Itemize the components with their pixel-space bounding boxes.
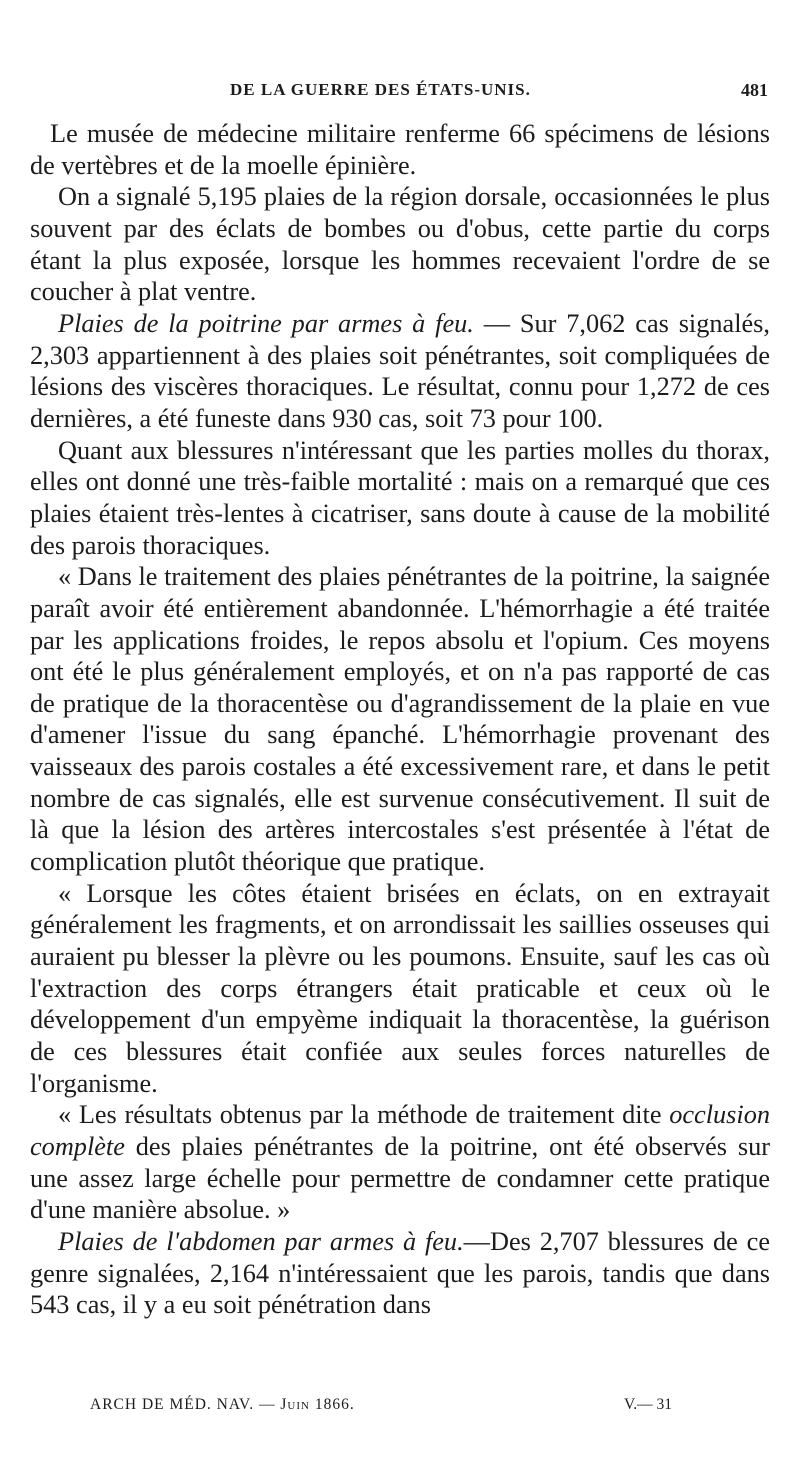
paragraph-1-text: Le musée de médecine militaire renferme 66 spécimens de lésions de vertèbres et de la moelle épinière. <box>30 119 770 180</box>
paragraph-4-text: Quant aux blessures n'intéressant que les parties molles du thorax, elles ont donné une très-faible mortalité : mais on a remarqué que ces plaies étaient très-lentes à cicatriser, sans doute à cause de la mobilité des parois thoraciques. <box>30 435 770 560</box>
page-header <box>30 80 775 110</box>
paragraph-1 <box>30 118 770 181</box>
document-page <box>30 0 775 1471</box>
paragraph-5 <box>30 561 770 878</box>
paragraph-7-text-before: « Les résultats obtenus par la méthode de traitement dite <box>58 1100 670 1130</box>
paragraph-4 <box>30 435 770 562</box>
paragraph-2 <box>30 181 770 308</box>
page-number: 481 <box>741 80 768 100</box>
paragraph-7 <box>30 1099 770 1226</box>
section-heading-poitrine: Plaies de la poitrine par armes à feu. <box>58 308 474 338</box>
paragraph-7-text: des plaies pénétrantes de la poitrine, ont été observés sur une assez large échelle pour permettre de condamner cette pratique d'une manière absolue. » <box>30 1132 770 1225</box>
page-footer <box>30 1396 775 1422</box>
paragraph-3-text: — Sur 7,062 cas signalés, 2,303 appartiennent à des plaies soit pénétrantes, soit compliquées de lésions des viscères thoraciques. Le résultat, connu pour 1,272 de ces dernières, a été funeste dans 930 cas, soit 73 pour 100. <box>30 308 770 433</box>
running-head: DE LA GUERRE DES ÉTATS-UNIS. <box>230 80 531 99</box>
paragraph-6 <box>30 878 770 1100</box>
section-heading-abdomen: Plaies de l'abdomen par armes à feu. <box>58 1226 464 1256</box>
paragraph-5-text: « Dans le traitement des plaies pénétrantes de la poitrine, la saignée paraît avoir été entièrement abandonnée. L'hémorrhagie a été traitée par les applications froides, le repos absolu et l'opium. Ces moyens ont été le plus généralement employés, et on n'a pas rapporté de cas de pratique de la thoracentèse ou d'agrandissement de la plaie en vue d'amener l'issue du sang épanché. L'hémorrhagie provenant des vaisseaux des parois costales a été excessivement rare, et dans le petit nombre de cas signalés, elle est survenue consécutivement. Il suit de là que la lésion des artères intercostales s'est présentée à l'état de complication plutôt théorique que pratique. <box>30 562 770 877</box>
signature-mark: V.— 31 <box>624 1396 672 1413</box>
paragraph-3 <box>30 308 770 435</box>
paragraph-2-text: On a signalé 5,195 plaies de la région dorsale, occasionnées le plus souvent par des éclats de bombes ou d'obus, cette partie du corps étant la plus exposée, lorsque les hommes recevaient l'ordre de se coucher à plat ventre. <box>30 182 770 307</box>
term-occlusion-complete: occlusion complète <box>30 1100 770 1161</box>
paragraph-8-text: —Des 2,707 blessures de ce genre signalées, 2,164 n'intéressaient que les parois, tandis que dans 543 cas, il y a eu soit pénétration dans <box>30 1226 770 1320</box>
paragraph-8 <box>30 1226 770 1321</box>
paragraph-6-text: « Lorsque les côtes étaient brisées en éclats, on en extrayait généralement les fragments, et on arrondissait les saillies osseuses qui auraient pu blesser la plèvre ou les poumons. Ensuite, sauf les cas où l'extraction des corps étrangers était praticable et ceux où le développement d'un empyème indiquait la thoracentèse, la guérison de ces blessures était confiée aux seules forces naturelles de l'organisme. <box>30 878 770 1098</box>
footer-citation: ARCH DE MÉD. NAV. — Juin 1866. <box>90 1396 355 1413</box>
body-text <box>30 118 770 1321</box>
